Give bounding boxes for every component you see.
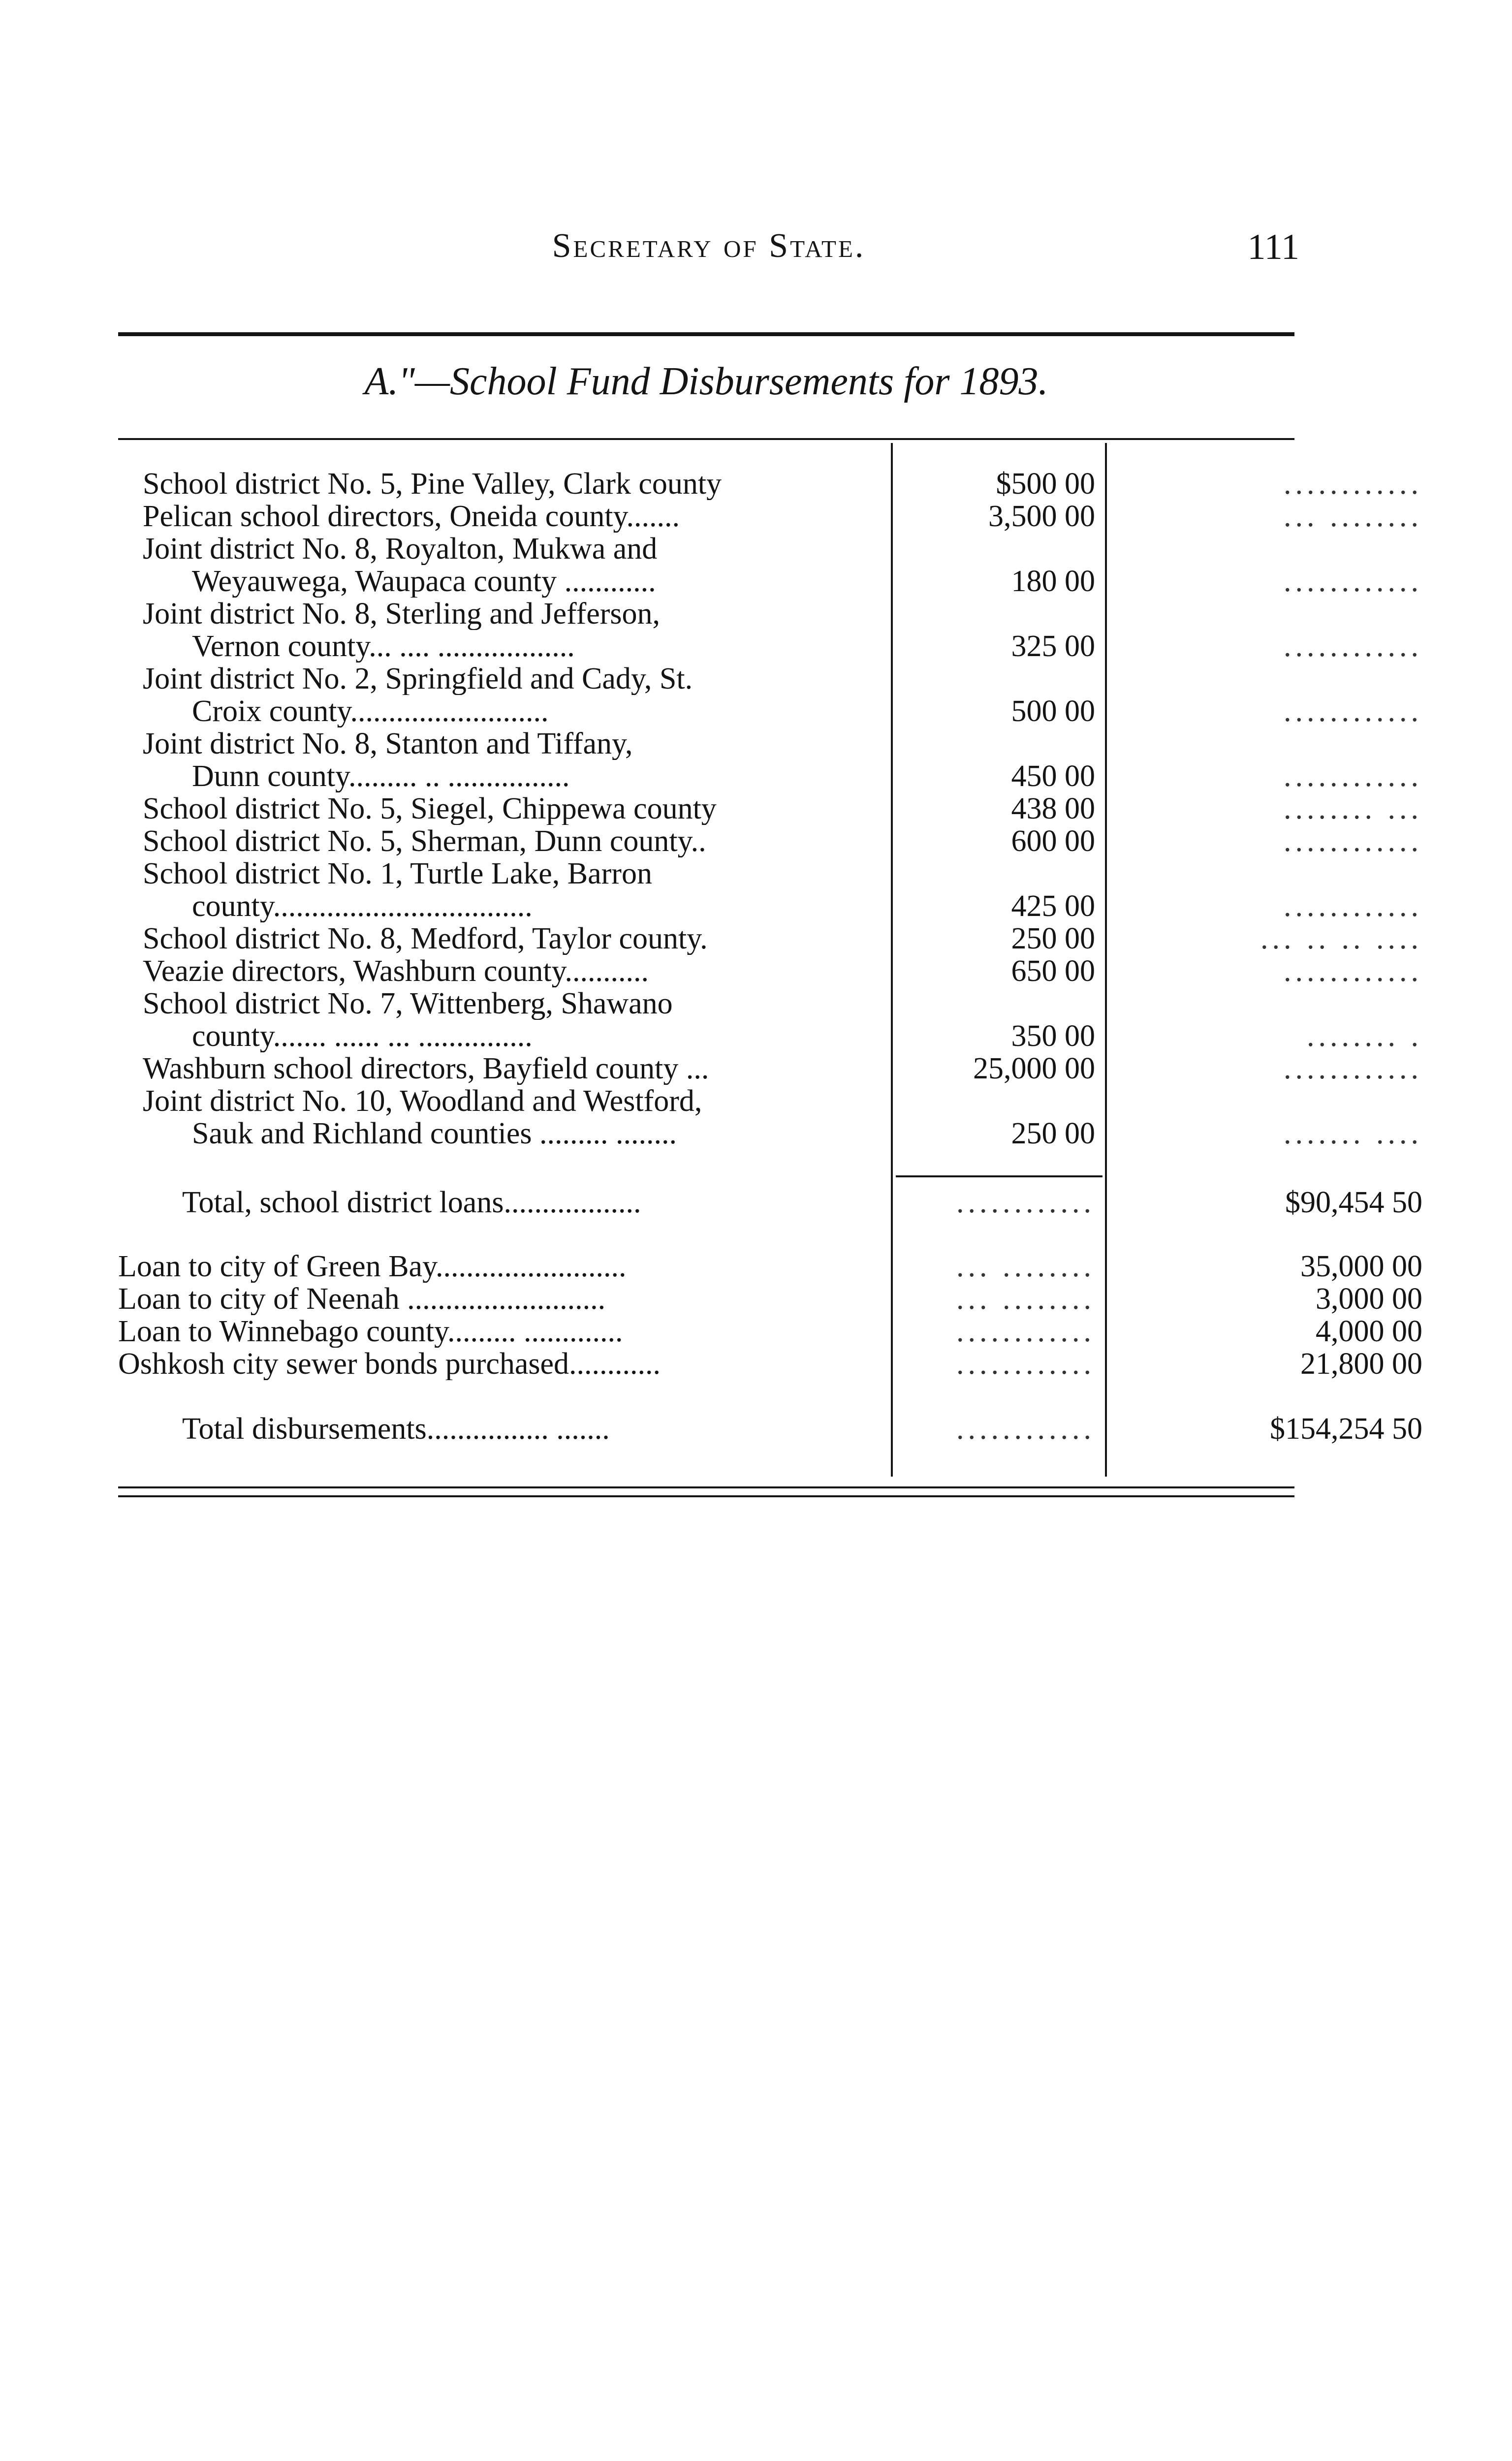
row-total: ............ (1284, 565, 1422, 598)
table-title: A."—School Fund Disbursements for 1893. (364, 360, 1048, 403)
row-amount: 250 00 (1011, 922, 1095, 955)
row-total: ............ (1284, 824, 1422, 858)
grand-total-total: $154,254 50 (1270, 1412, 1422, 1446)
table-top-rule (118, 438, 1294, 440)
table-row (118, 663, 1422, 728)
row-amount: 650 00 (1011, 954, 1095, 988)
table-row (118, 922, 1422, 955)
row-description: School district No. 7, Wittenberg, Shawano county....... ...... ... ............... (143, 987, 673, 1052)
row-amount: 180 00 (1011, 565, 1095, 598)
row-amount: 25,000 00 (973, 1052, 1095, 1085)
row-total: ............ (1284, 759, 1422, 793)
row-amount: 450 00 (1011, 759, 1095, 793)
loan-label: Loan to city of Green Bay......................... (118, 1250, 627, 1283)
loan-amount: ... ........ (956, 1250, 1095, 1283)
page-number: 111 (1247, 227, 1299, 267)
row-description: Washburn school directors, Bayfield county ... (143, 1052, 709, 1085)
bottom-rule-2 (118, 1495, 1294, 1497)
row-total: ........ . (1307, 1019, 1422, 1053)
table-row (118, 1052, 1422, 1085)
row-amount: 350 00 (1011, 1019, 1095, 1053)
loan-total: 21,800 00 (1300, 1347, 1422, 1381)
loan-label: Loan to Winnebago county......... ............. (118, 1315, 623, 1348)
row-amount: 438 00 (1011, 792, 1095, 825)
row-description: Joint district No. 10, Woodland and Westford, Sauk and Richland counties ......... ........ (143, 1085, 702, 1150)
loan-total: 3,000 00 (1316, 1282, 1422, 1316)
row-total: ........ ... (1284, 792, 1422, 825)
loan-amount: ............ (956, 1347, 1095, 1381)
loan-total: 4,000 00 (1316, 1315, 1422, 1348)
row-total: ............ (1284, 954, 1422, 988)
subtotal-total: $90,454 50 (1285, 1186, 1422, 1219)
row-amount: 600 00 (1011, 824, 1095, 858)
grand-total-row (118, 1412, 1422, 1446)
loan-row (118, 1250, 1422, 1283)
table-row (118, 727, 1422, 793)
row-amount: 250 00 (1011, 1117, 1095, 1150)
row-amount: 325 00 (1011, 630, 1095, 663)
bottom-rule-1 (118, 1486, 1294, 1488)
row-description: Joint district No. 8, Sterling and Jefferson, Vernon county... .... .................. (143, 598, 661, 663)
table-row (118, 987, 1422, 1053)
loan-label: Loan to city of Neenah .......................... (118, 1283, 606, 1315)
row-total: ............ (1284, 630, 1422, 663)
amount-column-underline (896, 1175, 1102, 1177)
loan-row (118, 1282, 1422, 1316)
table-row (118, 954, 1422, 988)
row-description: Pelican school directors, Oneida county....... (143, 500, 680, 533)
grand-total-amount: ............ (956, 1412, 1095, 1446)
row-amount: 500 00 (1011, 694, 1095, 728)
subtotal-label: Total, school district loans.................. (182, 1186, 641, 1219)
row-description: Joint district No. 8, Stanton and Tiffany, Dunn county......... .. ................ (143, 727, 633, 792)
row-description: Veazie directors, Washburn county........... (143, 955, 649, 987)
table-row (118, 1085, 1422, 1150)
row-description: School district No. 5, Pine Valley, Clark county (143, 468, 722, 500)
row-amount: 3,500 00 (988, 500, 1095, 533)
row-description: School district No. 5, Siegel, Chippewa county (143, 792, 717, 825)
row-total: ............ (1284, 694, 1422, 728)
subtotal-amount: ............ (956, 1186, 1095, 1219)
loan-row (118, 1315, 1422, 1348)
row-total: ............ (1284, 889, 1422, 923)
row-total: ............ (1284, 467, 1422, 501)
row-total: ... ........ (1284, 500, 1422, 533)
row-amount: $500 00 (996, 467, 1095, 501)
row-description: School district No. 8, Medford, Taylor county. (143, 922, 708, 955)
row-description: School district No. 5, Sherman, Dunn county.. (143, 825, 706, 857)
table-row (118, 792, 1422, 825)
loan-label: Oshkosh city sewer bonds purchased............ (118, 1348, 661, 1380)
top-rule (118, 332, 1294, 336)
row-amount: 425 00 (1011, 889, 1095, 923)
table-row (118, 533, 1422, 598)
row-total: ... .. .. .... (1260, 922, 1422, 955)
row-description: Joint district No. 2, Springfield and Cady, St. Croix county.......................... (143, 663, 693, 727)
row-description: School district No. 1, Turtle Lake, Barron county.................................. (143, 857, 652, 922)
table-row (118, 467, 1422, 501)
loan-total: 35,000 00 (1300, 1250, 1422, 1283)
table-row (118, 824, 1422, 858)
table-row (118, 598, 1422, 663)
subtotal-row (118, 1186, 1422, 1219)
loan-amount: ... ........ (956, 1282, 1095, 1316)
table-row (118, 500, 1422, 533)
loan-amount: ............ (956, 1315, 1095, 1348)
grand-total-label: Total disbursements................ ....... (182, 1413, 610, 1445)
page-header (118, 226, 1299, 285)
loan-row (118, 1347, 1422, 1381)
row-total: ............ (1284, 1052, 1422, 1085)
running-title: Secretary of State. (552, 227, 866, 265)
row-total: ....... .... (1284, 1117, 1422, 1150)
disbursements-table (118, 443, 1422, 1477)
table-row (118, 857, 1422, 923)
row-description: Joint district No. 8, Royalton, Mukwa and Weyauwega, Waupaca county ............ (143, 533, 658, 598)
